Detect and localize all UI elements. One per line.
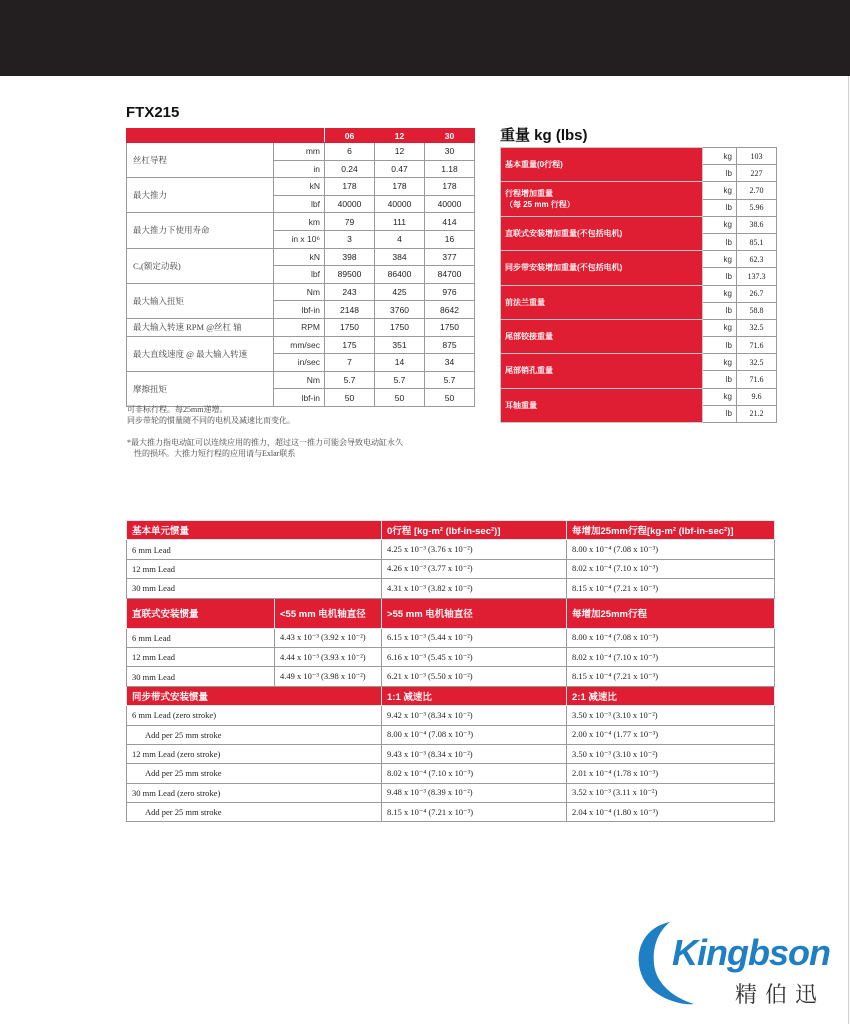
spec-value: 1750 xyxy=(325,318,375,336)
inertia-value: 9.43 x 10⁻³ (8.34 x 10⁻²) xyxy=(382,744,567,763)
spec-value: 384 xyxy=(375,248,425,266)
spec-unit: kN xyxy=(274,248,325,266)
spec-row xyxy=(127,143,475,161)
model-title: FTX215 xyxy=(126,104,180,121)
spec-value: 3760 xyxy=(375,301,425,319)
spec-value: 178 xyxy=(375,178,425,196)
spec-unit: kN xyxy=(274,178,325,196)
spec-value: 16 xyxy=(425,230,475,248)
spec-unit: Nm xyxy=(274,283,325,301)
inertia-col-header: 每增加25mm行程[kg-m² (lbf-in-sec²)] xyxy=(567,521,775,540)
inertia-value: 3.52 x 10⁻³ (3.11 x 10⁻²) xyxy=(567,783,775,802)
inertia-value: 8.02 x 10⁻⁴ (7.10 x 10⁻³) xyxy=(382,764,567,783)
spec-value: 79 xyxy=(325,213,375,231)
weight-value-kg: 32.5 xyxy=(737,319,777,336)
inertia-value: 8.15 x 10⁻⁴ (7.21 x 10⁻³) xyxy=(382,803,567,822)
inertia-value: 4.26 x 10⁻³ (3.77 x 10⁻²) xyxy=(382,559,567,578)
spec-row xyxy=(127,248,475,266)
inertia-value: 4.25 x 10⁻³ (3.76 x 10⁻²) xyxy=(382,540,567,559)
inertia-col-header: <55 mm 电机轴直径 xyxy=(275,598,382,628)
inertia-col-header: 每增加25mm行程 xyxy=(567,598,775,628)
inertia-value: 9.48 x 10⁻³ (8.39 x 10⁻²) xyxy=(382,783,567,802)
inertia-value: 8.00 x 10⁻⁴ (7.08 x 10⁻³) xyxy=(567,540,775,559)
spec-value: 1750 xyxy=(425,318,475,336)
weight-value-lb: 137.3 xyxy=(737,268,777,285)
weight-value-kg: 26.7 xyxy=(737,285,777,302)
spec-value: 89500 xyxy=(325,266,375,284)
weight-value-kg: 9.6 xyxy=(737,388,777,405)
top-banner xyxy=(0,0,850,76)
inertia-row xyxy=(127,647,775,666)
weight-row xyxy=(501,285,777,302)
inertia-label: 30 mm Lead (zero stroke) xyxy=(127,783,382,802)
inertia-col-header: 0行程 [kg-m² (lbf-in-sec²)] xyxy=(382,521,567,540)
spec-value: 34 xyxy=(425,354,475,372)
inertia-col-header: 2:1 减速比 xyxy=(567,686,775,705)
inertia-row xyxy=(127,744,775,763)
inertia-row xyxy=(127,803,775,822)
inertia-section-title: 直联式安装惯量 xyxy=(127,598,275,628)
inertia-row xyxy=(127,579,775,598)
weight-value-kg: 38.6 xyxy=(737,216,777,233)
inertia-row xyxy=(127,783,775,802)
weight-title: 重量 kg (lbs) xyxy=(500,127,588,144)
spec-header-blank xyxy=(127,129,325,143)
spec-row xyxy=(127,371,475,389)
spec-value: 7 xyxy=(325,354,375,372)
spec-label: 摩擦扭矩 xyxy=(127,371,274,406)
logo-chinese: 精伯迅 xyxy=(735,983,826,1008)
weight-label: 直联式安装增加重量(不包括电机) xyxy=(501,216,703,250)
inertia-row xyxy=(127,725,775,744)
spec-value: 0.24 xyxy=(325,160,375,178)
weight-unit-kg: kg xyxy=(703,319,737,336)
spec-header-lead: 12 xyxy=(375,129,425,143)
spec-value: 178 xyxy=(325,178,375,196)
spec-value: 1.18 xyxy=(425,160,475,178)
spec-value: 4 xyxy=(375,230,425,248)
logo-wordmark: Kingbson xyxy=(672,932,830,973)
spec-value: 414 xyxy=(425,213,475,231)
weight-label: 前法兰重量 xyxy=(501,285,703,319)
spec-unit: in xyxy=(274,160,325,178)
inertia-section-title: 基本单元惯量 xyxy=(127,521,382,540)
spec-label: 最大输入转速 RPM @丝杠 轴 xyxy=(127,318,274,336)
spec-value: 398 xyxy=(325,248,375,266)
spec-unit: Nm xyxy=(274,371,325,389)
inertia-value: 2.00 x 10⁻⁴ (1.77 x 10⁻³) xyxy=(567,725,775,744)
inertia-value: 4.49 x 10⁻³ (3.98 x 10⁻²) xyxy=(275,667,382,686)
weight-row xyxy=(501,148,777,165)
weight-value-kg: 2.70 xyxy=(737,182,777,199)
inertia-value: 4.44 x 10⁻³ (3.93 x 10⁻²) xyxy=(275,647,382,666)
note-stroke: 可非标行程。每25mm递增。 xyxy=(127,405,228,414)
spec-value: 40000 xyxy=(425,195,475,213)
inertia-label: Add per 25 mm stroke xyxy=(127,764,382,783)
spec-header-lead: 06 xyxy=(325,129,375,143)
spec-unit: lbf-in xyxy=(274,389,325,407)
inertia-value: 6.16 x 10⁻³ (5.45 x 10⁻²) xyxy=(382,647,567,666)
weight-unit-kg: kg xyxy=(703,182,737,199)
note-pulley: 同步带轮的惯量随不同的电机及减速比而变化。 xyxy=(127,416,295,425)
inertia-value: 2.04 x 10⁻⁴ (1.80 x 10⁻³) xyxy=(567,803,775,822)
inertia-label: 30 mm Lead xyxy=(127,579,382,598)
weight-row xyxy=(501,354,777,371)
spec-value: 14 xyxy=(375,354,425,372)
weight-table xyxy=(500,147,777,423)
weight-value-kg: 62.3 xyxy=(737,251,777,268)
spec-row xyxy=(127,318,475,336)
spec-header-row xyxy=(127,129,475,143)
inertia-value: 6.15 x 10⁻³ (5.44 x 10⁻²) xyxy=(382,628,567,647)
spec-value: 40000 xyxy=(375,195,425,213)
weight-value-lb: 58.8 xyxy=(737,302,777,319)
spec-value: 178 xyxy=(425,178,475,196)
weight-unit-lb: lb xyxy=(703,268,737,285)
weight-label: 行程增加重量 （每 25 mm 行程） xyxy=(501,182,703,216)
spec-row xyxy=(127,336,475,354)
weight-value-lb: 71.6 xyxy=(737,337,777,354)
inertia-value: 8.02 x 10⁻⁴ (7.10 x 10⁻³) xyxy=(567,559,775,578)
inertia-row xyxy=(127,667,775,686)
inertia-label: 30 mm Lead xyxy=(127,667,275,686)
spec-table xyxy=(126,128,475,407)
weight-row xyxy=(501,388,777,405)
inertia-label: 12 mm Lead xyxy=(127,647,275,666)
inertia-label: 6 mm Lead xyxy=(127,540,382,559)
spec-value: 3 xyxy=(325,230,375,248)
inertia-table xyxy=(126,520,775,822)
spec-row xyxy=(127,283,475,301)
inertia-value: 6.21 x 10⁻³ (5.50 x 10⁻²) xyxy=(382,667,567,686)
inertia-header-row xyxy=(127,521,775,540)
spec-row xyxy=(127,178,475,196)
inertia-row xyxy=(127,764,775,783)
inertia-label: 12 mm Lead xyxy=(127,559,382,578)
weight-label: 基本重量(0行程) xyxy=(501,148,703,182)
spec-unit: RPM xyxy=(274,318,325,336)
spec-value: 976 xyxy=(425,283,475,301)
spec-value: 84700 xyxy=(425,266,475,284)
spec-value: 5.7 xyxy=(325,371,375,389)
inertia-section-title: 同步带式安装惯量 xyxy=(127,686,382,705)
spec-value: 8642 xyxy=(425,301,475,319)
inertia-value: 4.43 x 10⁻³ (3.92 x 10⁻²) xyxy=(275,628,382,647)
weight-unit-lb: lb xyxy=(703,233,737,250)
inertia-value: 8.15 x 10⁻⁴ (7.21 x 10⁻³) xyxy=(567,579,775,598)
weight-value-lb: 227 xyxy=(737,165,777,182)
inertia-value: 3.50 x 10⁻³ (3.10 x 10⁻²) xyxy=(567,744,775,763)
inertia-col-header: >55 mm 电机轴直径 xyxy=(382,598,567,628)
inertia-value: 8.00 x 10⁻⁴ (7.08 x 10⁻³) xyxy=(382,725,567,744)
inertia-row xyxy=(127,706,775,725)
inertia-label: 6 mm Lead xyxy=(127,628,275,647)
spec-label: Cₐ(额定动载) xyxy=(127,248,274,283)
weight-value-lb: 71.6 xyxy=(737,371,777,388)
inertia-header-row xyxy=(127,686,775,705)
inertia-value: 3.50 x 10⁻³ (3.10 x 10⁻²) xyxy=(567,706,775,725)
inertia-row xyxy=(127,540,775,559)
weight-row xyxy=(501,216,777,233)
inertia-value: 8.02 x 10⁻⁴ (7.10 x 10⁻³) xyxy=(567,647,775,666)
weight-row xyxy=(501,182,777,199)
spec-unit: in x 10⁶ xyxy=(274,230,325,248)
weight-value-lb: 21.2 xyxy=(737,405,777,422)
spec-value: 875 xyxy=(425,336,475,354)
spec-value: 5.7 xyxy=(375,371,425,389)
spec-label: 最大推力 xyxy=(127,178,274,213)
weight-unit-lb: lb xyxy=(703,199,737,216)
weight-unit-kg: kg xyxy=(703,354,737,371)
spec-value: 243 xyxy=(325,283,375,301)
spec-unit: km xyxy=(274,213,325,231)
spec-row xyxy=(127,213,475,231)
weight-row xyxy=(501,319,777,336)
weight-unit-kg: kg xyxy=(703,388,737,405)
weight-unit-lb: lb xyxy=(703,371,737,388)
spec-value: 5.7 xyxy=(425,371,475,389)
weight-unit-lb: lb xyxy=(703,165,737,182)
spec-value: 30 xyxy=(425,143,475,161)
spec-label: 最大推力下使用寿命 xyxy=(127,213,274,248)
spec-value: 377 xyxy=(425,248,475,266)
right-edge-line xyxy=(848,76,849,1024)
inertia-value: 9.42 x 10⁻³ (8.34 x 10⁻²) xyxy=(382,706,567,725)
spec-label: 最大直线速度 @ 最大输入转速 xyxy=(127,336,274,371)
spec-unit: lbf xyxy=(274,195,325,213)
weight-label: 同步带安装增加重量(不包括电机) xyxy=(501,251,703,285)
spec-unit: mm xyxy=(274,143,325,161)
spec-unit: mm/sec xyxy=(274,336,325,354)
weight-unit-kg: kg xyxy=(703,148,737,165)
weight-unit-lb: lb xyxy=(703,405,737,422)
spec-value: 86400 xyxy=(375,266,425,284)
weight-unit-kg: kg xyxy=(703,251,737,268)
spec-value: 351 xyxy=(375,336,425,354)
note-thrust-1: *最大推力指电动缸可以连续应用的推力，超过这一推力可能会导致电动缸永久 xyxy=(127,438,403,447)
inertia-row xyxy=(127,628,775,647)
weight-label: 尾部铰接重量 xyxy=(501,319,703,353)
spec-label: 丝杠导程 xyxy=(127,143,274,178)
spec-value: 6 xyxy=(325,143,375,161)
spec-value: 425 xyxy=(375,283,425,301)
spec-value: 175 xyxy=(325,336,375,354)
spec-value: 0.47 xyxy=(375,160,425,178)
inertia-value: 8.15 x 10⁻⁴ (7.21 x 10⁻³) xyxy=(567,667,775,686)
weight-unit-lb: lb xyxy=(703,302,737,319)
weight-unit-kg: kg xyxy=(703,285,737,302)
inertia-col-header: 1:1 减速比 xyxy=(382,686,567,705)
weight-label: 尾部销孔重量 xyxy=(501,354,703,388)
spec-value: 50 xyxy=(425,389,475,407)
inertia-label: Add per 25 mm stroke xyxy=(127,725,382,744)
spec-value: 50 xyxy=(325,389,375,407)
weight-unit-kg: kg xyxy=(703,216,737,233)
weight-value-kg: 32.5 xyxy=(737,354,777,371)
inertia-value: 2.01 x 10⁻⁴ (1.78 x 10⁻³) xyxy=(567,764,775,783)
inertia-row xyxy=(127,559,775,578)
inertia-label: 12 mm Lead (zero stroke) xyxy=(127,744,382,763)
spec-value: 1750 xyxy=(375,318,425,336)
inertia-value: 4.31 x 10⁻³ (3.82 x 10⁻²) xyxy=(382,579,567,598)
spec-label: 最大输入扭矩 xyxy=(127,283,274,318)
spec-value: 2148 xyxy=(325,301,375,319)
spec-value: 50 xyxy=(375,389,425,407)
spec-header-lead: 30 xyxy=(425,129,475,143)
inertia-label: 6 mm Lead (zero stroke) xyxy=(127,706,382,725)
spec-value: 12 xyxy=(375,143,425,161)
weight-value-kg: 103 xyxy=(737,148,777,165)
note-thrust-2: 性的损坏。大推力短行程的应用请与Exlar联系 xyxy=(134,449,296,458)
spec-unit: lbf-in xyxy=(274,301,325,319)
weight-row xyxy=(501,251,777,268)
weight-unit-lb: lb xyxy=(703,337,737,354)
inertia-label: Add per 25 mm stroke xyxy=(127,803,382,822)
inertia-value: 8.00 x 10⁻⁴ (7.08 x 10⁻³) xyxy=(567,628,775,647)
weight-label: 耳轴重量 xyxy=(501,388,703,422)
spec-unit: lbf xyxy=(274,266,325,284)
weight-value-lb: 5.96 xyxy=(737,199,777,216)
spec-unit: in/sec xyxy=(274,354,325,372)
weight-value-lb: 85.1 xyxy=(737,233,777,250)
inertia-header-row xyxy=(127,598,775,628)
spec-value: 111 xyxy=(375,213,425,231)
spec-value: 40000 xyxy=(325,195,375,213)
